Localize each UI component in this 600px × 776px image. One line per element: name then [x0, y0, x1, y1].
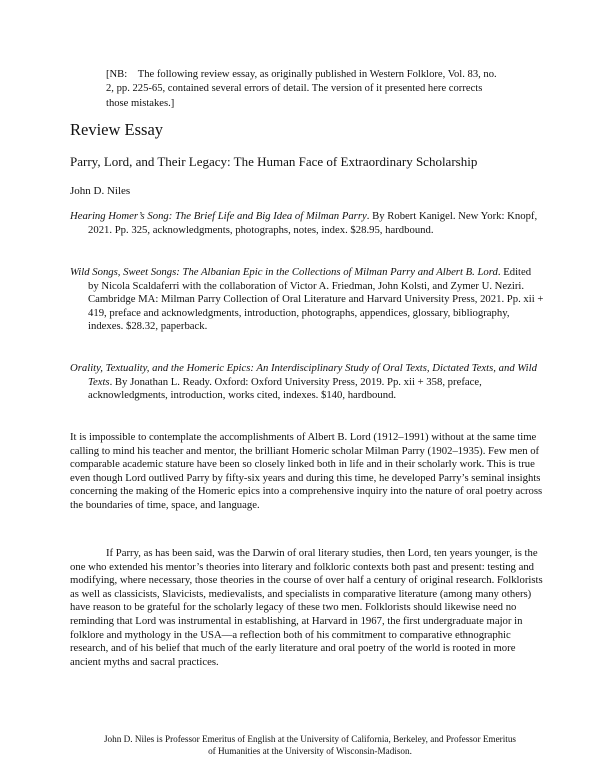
- body-paragraph: If Parry, as has been said, was the Darwin of oral literary studies, then Lord, ten years younger, is the one who extended his mentor’s theories into literary and folkloric contexts both past and present: testing and modifying, where necessary, those theories in the course of over half a century of original research. Folklorists as well as classicists, Slavicists, medievalists, and specialists in comparative literature (among many others) have reason to be grateful for the scholarly legacy of these two men. Folklorists should likewise need no reminding that Lord was instrumental in establishing, at Harvard in 1967, the first undergraduate major in folklore and mythology in the USA—a reflection both of his commitment to comparative ethnographic research, and of his belief that much of the early literature and oral poetry of the world is rooted in more ancient myths and sacral practices.: [70, 547, 543, 668]
- section-title: Review Essay: [70, 120, 164, 139]
- author-footnote: John D. Niles is Professor Emeritus of English at the University of California, Berkeley, and Professor Emeritus of Humanities at the University of Wisconsin-Madison.: [103, 734, 516, 756]
- author-name: John D. Niles: [70, 185, 131, 197]
- reference-title: Orality, Textuality, and the Homeric Epics: An Interdisciplinary Study of Oral Texts, Dictated Texts, and Wild Texts: [70, 362, 537, 388]
- reference-details: . Edited by Nicola Scaldaferri with the collaboration of Victor A. Friedman, John Kolsti, and Zymer U. Neziri. Cambridge MA: Milman Parry Collection of Oral Literature and Harvard University Press, 2021. Pp. xii + 419, preface and acknowledgments, introduction, photographs, appendices, glossary, bibliography, indexes. $28.32, paperback.: [88, 266, 544, 333]
- editorial-note: [NB: The following review essay, as originally published in Western Folklore, Vol. 83, no. 2, pp. 225-65, contained several errors of detail. The version of it presented here corrects those mistakes.]: [106, 69, 497, 109]
- reference-title: Wild Songs, Sweet Songs: The Albanian Epic in the Collections of Milman Parry and Albert B. Lord: [70, 266, 498, 278]
- reference-title: Hearing Homer’s Song: The Brief Life and Big Idea of Milman Parry: [70, 210, 367, 222]
- reference-details: . By Robert Kanigel. New York: Knopf, 2021. Pp. 325, acknowledgments, photographs, notes, index. $28.95, hardbound.: [88, 210, 538, 236]
- reference-entry: [70, 210, 544, 237]
- body-paragraph: It is impossible to contemplate the accomplishments of Albert B. Lord (1912–1991) without at the same time calling to mind his teacher and mentor, the brilliant Homeric scholar Milman Parry (1902–1935). Few men of comparable academic stature have been so closely linked both in life and in their scholarly work. This is true even though Lord outlived Parry by fifty-six years and during this time, he developed Parry’s seminal insights concerning the making of the Homeric epics into a comprehensive inquiry into the nature of oral poetry across the boundaries of time, space, and language.: [70, 431, 543, 511]
- essay-title: Parry, Lord, and Their Legacy: The Human Face of Extraordinary Scholarship: [70, 154, 478, 169]
- reference-details: . By Jonathan L. Ready. Oxford: Oxford University Press, 2019. Pp. xii + 358, preface, acknowledgments, introduction, works cited, indexes. $140, hardbound.: [88, 375, 482, 402]
- reference-entry: [70, 362, 544, 403]
- reference-entry: [70, 266, 544, 334]
